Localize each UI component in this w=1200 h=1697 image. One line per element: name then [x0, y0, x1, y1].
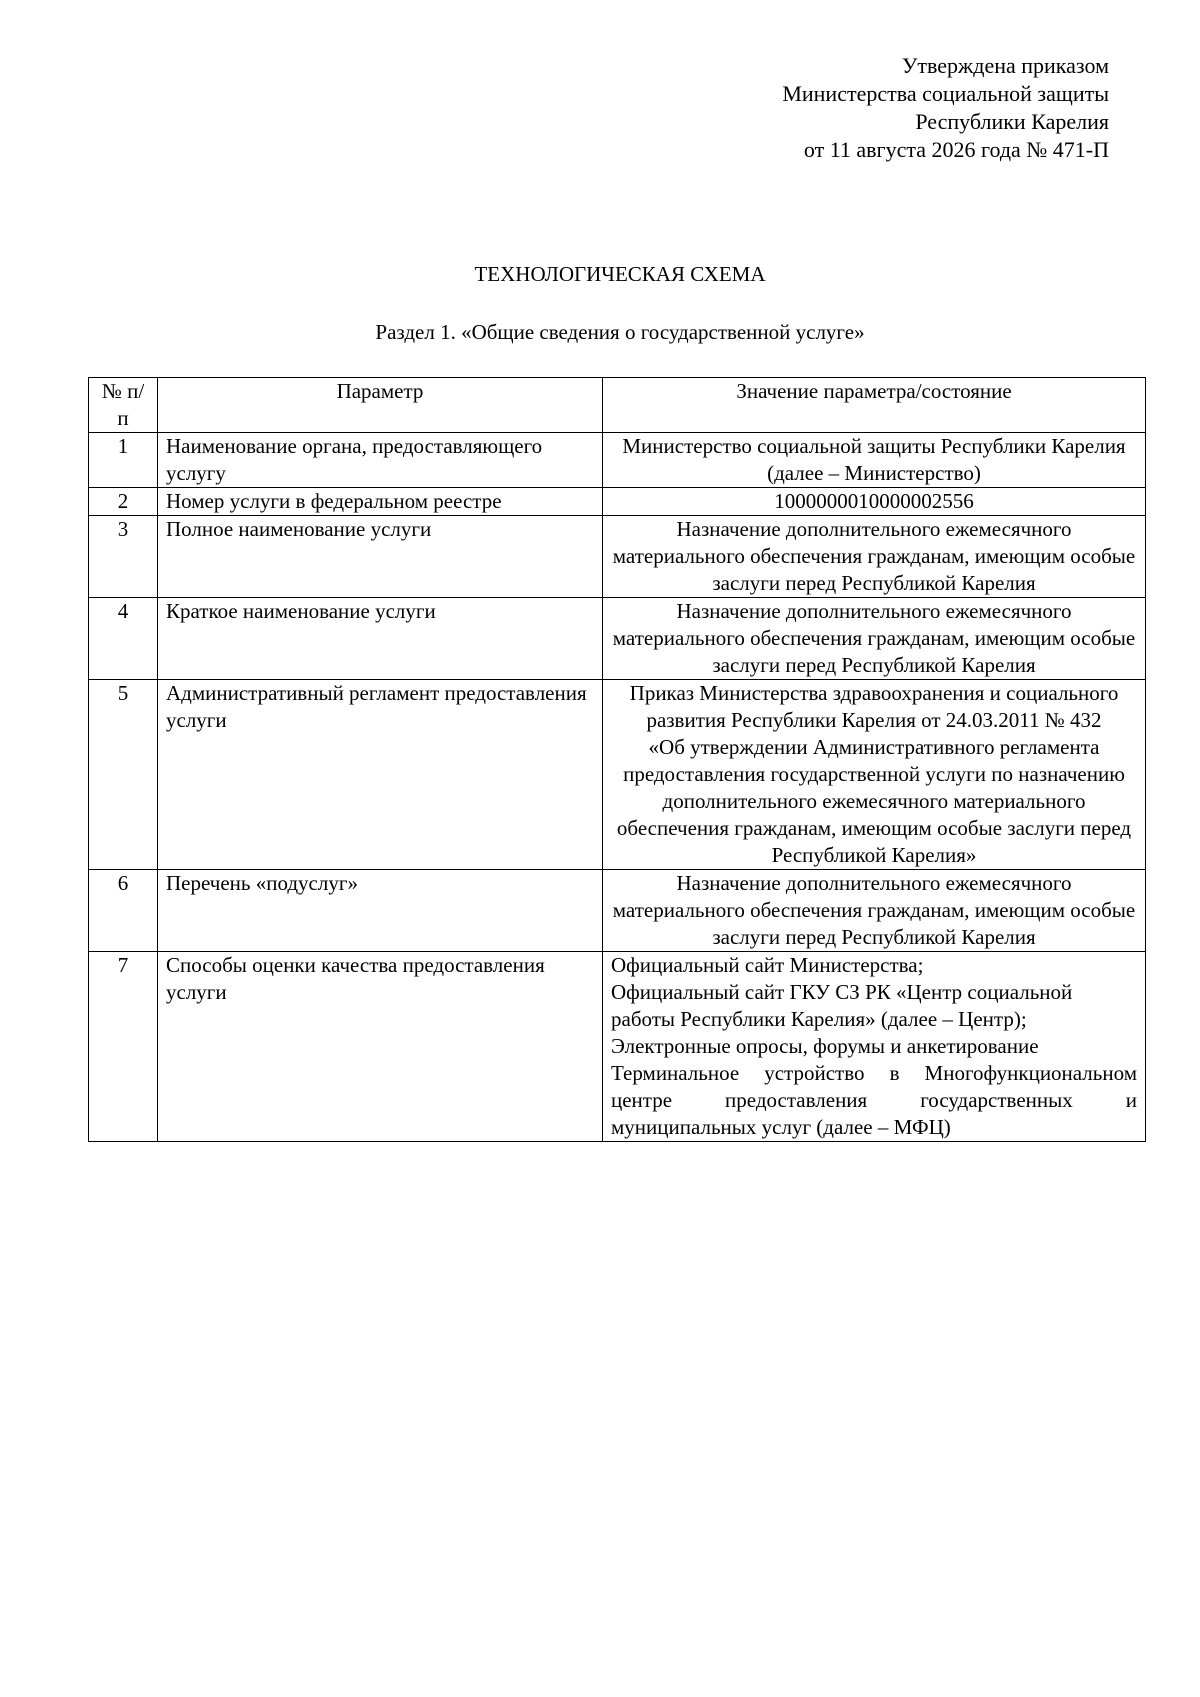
header-value: Значение параметра/состояние — [603, 378, 1146, 433]
row-value — [603, 680, 1146, 870]
table-row — [89, 433, 1146, 488]
value-line: Терминальное устройство в Многофункциональном центре предоставления государственных и муниципальных услуг (далее – МФЦ) — [611, 1061, 1137, 1139]
row-number: 2 — [89, 488, 158, 516]
table-row — [89, 680, 1146, 870]
row-value: Назначение дополнительного ежемесячного материального обеспечения гражданам, имеющим особые заслуги перед Республикой Карелия — [603, 870, 1146, 952]
row-value: Министерство социальной защиты Республики Карелия (далее – Министерство) — [603, 433, 1146, 488]
row-number: 6 — [89, 870, 158, 952]
row-value: Назначение дополнительного ежемесячного материального обеспечения гражданам, имеющим особые заслуги перед Республикой Карелия — [603, 598, 1146, 680]
table-row — [89, 598, 1146, 680]
value-line: «Об утверждении Административного регламента предоставления государственной услуги по назначению дополнительного ежемесячного материального обеспечения гражданам, имеющим особые заслуги перед Республикой Карелия» — [616, 735, 1132, 867]
row-number: 3 — [89, 516, 158, 598]
parameters-table — [88, 377, 1146, 1142]
header-parameter: Параметр — [158, 378, 603, 433]
approval-line: Министерства социальной защиты — [782, 81, 1109, 106]
table-row — [89, 488, 1146, 516]
row-parameter: Способы оценки качества предоставления услуги — [158, 952, 603, 1142]
row-value: 1000000010000002556 — [603, 488, 1146, 516]
header-number: № п/п — [89, 378, 158, 433]
approval-line: от 11 августа 2026 года № 471-П — [803, 137, 1109, 162]
table-header-row — [89, 378, 1146, 433]
row-parameter: Перечень «подуслуг» — [158, 870, 603, 952]
row-parameter: Краткое наименование услуги — [158, 598, 603, 680]
row-value: Назначение дополнительного ежемесячного материального обеспечения гражданам, имеющим особые заслуги перед Республикой Карелия — [603, 516, 1146, 598]
document-title: ТЕХНОЛОГИЧЕСКАЯ СХЕМА — [474, 262, 766, 286]
value-line: Электронные опросы, форумы и анкетирование — [611, 1034, 1039, 1058]
row-value — [603, 952, 1146, 1142]
row-parameter: Номер услуги в федеральном реестре — [158, 488, 603, 516]
row-number: 4 — [89, 598, 158, 680]
value-line: Приказ Министерства здравоохранения и социального развития Республики Карелия от 24.03.2011 № 432 — [629, 681, 1119, 732]
section-title: Раздел 1. «Общие сведения о государственной услуге» — [375, 320, 865, 344]
row-parameter: Наименование органа, предоставляющего услугу — [158, 433, 603, 488]
row-parameter: Административный регламент предоставления услуги — [158, 680, 603, 870]
table-row — [89, 952, 1146, 1142]
approval-line: Республики Карелия — [915, 109, 1109, 134]
table-row — [89, 870, 1146, 952]
row-number: 5 — [89, 680, 158, 870]
approval-line: Утверждена приказом — [901, 53, 1109, 78]
table-row — [89, 516, 1146, 598]
row-number: 7 — [89, 952, 158, 1142]
approval-stamp — [782, 52, 1109, 164]
row-number: 1 — [89, 433, 158, 488]
value-line: Официальный сайт Министерства; — [611, 953, 924, 977]
value-line: Официальный сайт ГКУ СЗ РК «Центр социальной работы Республики Карелия» (далее – Центр); — [611, 980, 1073, 1031]
row-parameter: Полное наименование услуги — [158, 516, 603, 598]
